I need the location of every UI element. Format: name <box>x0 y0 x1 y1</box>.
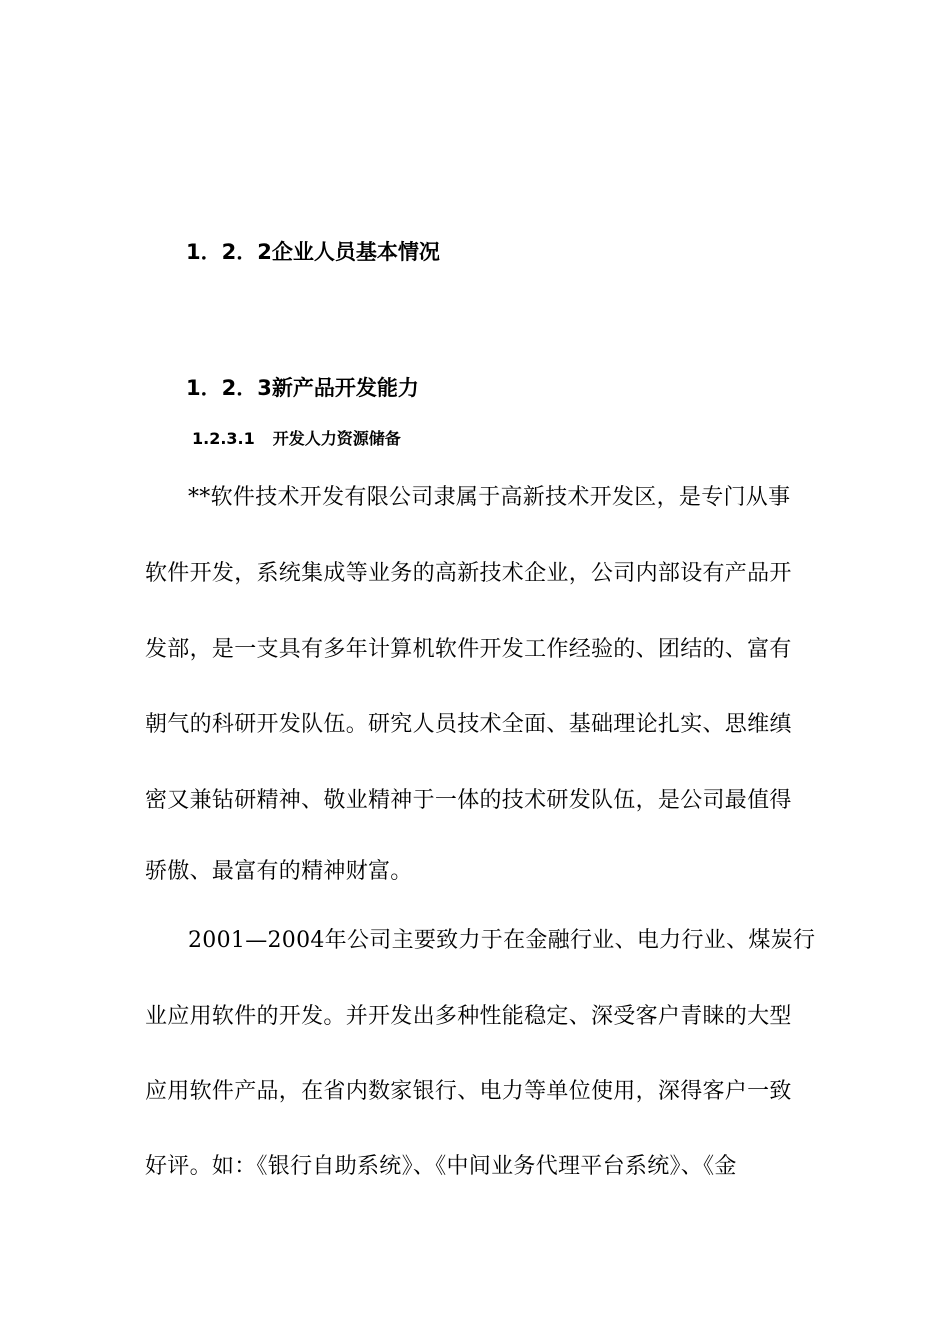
paragraph-2-line-2: 业应用软件的开发。并开发出多种性能稳定、深受客户青睐的大型 <box>145 1004 792 1029</box>
subsection-number: 1.2.3.1 <box>192 429 255 448</box>
paragraph-2-line-1: 2001—2004年公司主要致力于在金融行业、电力行业、煤炭行 <box>188 928 816 953</box>
paragraph-1-line-6: 骄傲、最富有的精神财富。 <box>145 859 413 884</box>
section-heading-1-2-3: 1．2．3新产品开发能力 <box>186 376 419 400</box>
paragraph-1-line-3: 发部，是一支具有多年计算机软件开发工作经验的、团结的、富有 <box>145 637 792 662</box>
paragraph-1-line-5: 密又兼钻研精神、敬业精神于一体的技术研发队伍，是公司最值得 <box>145 788 792 813</box>
paragraph-2-line-4: 好评。如：《银行自助系统》、《中间业务代理平台系统》、《金 <box>145 1154 737 1179</box>
subsection-heading-1-2-3-1 <box>192 428 401 450</box>
paragraph-2-line-3: 应用软件产品，在省内数家银行、电力等单位使用，深得客户一致 <box>145 1079 792 1104</box>
paragraph-1-line-1: **软件技术开发有限公司隶属于高新技术开发区，是专门从事 <box>188 485 791 510</box>
subsection-title: 开发人力资源储备 <box>272 429 401 448</box>
paragraph-1-line-4: 朝气的科研开发队伍。研究人员技术全面、基础理论扎实、思维缜 <box>145 712 792 737</box>
paragraph-1-line-2: 软件开发，系统集成等业务的高新技术企业，公司内部设有产品开 <box>145 561 792 586</box>
section-heading-1-2-2: 1．2．2企业人员基本情况 <box>186 240 440 264</box>
